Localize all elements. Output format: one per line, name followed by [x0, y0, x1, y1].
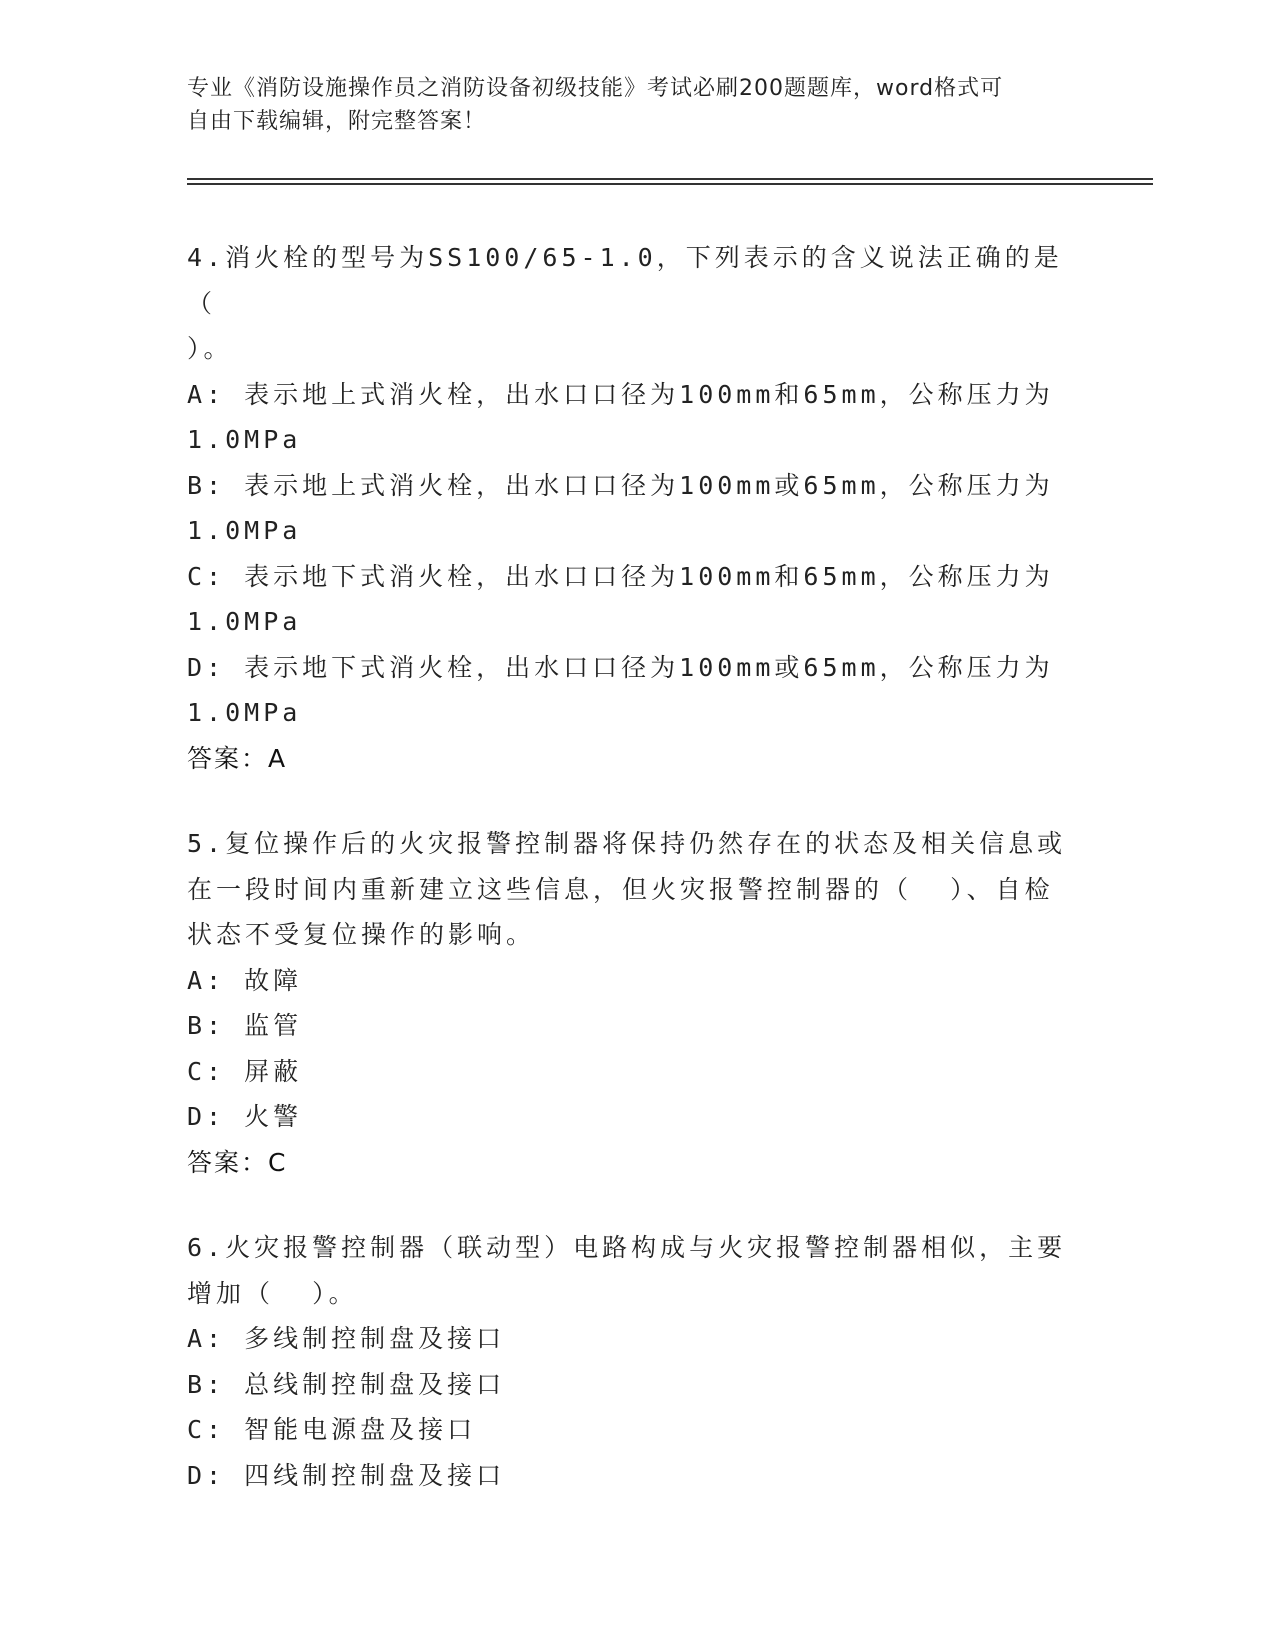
- option-a: A: 表示地上式消火栓，出水口口径为100mm和65mm，公称压力为: [187, 379, 1054, 409]
- option-a: A: 故障: [187, 965, 303, 995]
- option-b: B: 表示地上式消火栓，出水口口径为100mm或65mm，公称压力为: [187, 470, 1054, 500]
- question-stem-line: 增加（ ）。: [187, 1278, 358, 1308]
- question-stem-line: 5.复位操作后的火灾报警控制器将保持仍然存在的状态及相关信息或: [187, 829, 1067, 858]
- option-d-continuation: 1.0MPa: [187, 698, 302, 727]
- option-c-continuation: 1.0MPa: [187, 607, 302, 636]
- question-stem-line: 6.火灾报警控制器（联动型）电路构成与火灾报警控制器相似，主要: [187, 1233, 1067, 1262]
- question-stem-line: 状态不受复位操作的影响。: [187, 920, 536, 949]
- answer-label: 答案：C: [187, 1147, 288, 1177]
- question-stem-line: 4.消火栓的型号为SS100/65-1.0，下列表示的含义说法正确的是（: [187, 243, 1063, 318]
- question-list: [187, 235, 1067, 1538]
- option-a: A: 多线制控制盘及接口: [187, 1324, 506, 1353]
- option-b: B: 监管: [187, 1011, 303, 1040]
- question-stem-line: ）。: [187, 334, 233, 363]
- question-6: [187, 1225, 1067, 1498]
- option-c: C: 智能电源盘及接口: [187, 1415, 477, 1444]
- header-divider-bottom: [187, 183, 1153, 185]
- option-d: D: 表示地下式消火栓，出水口口径为100mm或65mm，公称压力为: [187, 652, 1054, 682]
- option-c: C: 表示地下式消火栓，出水口口径为100mm和65mm，公称压力为: [187, 561, 1054, 591]
- question-stem-line: 在一段时间内重新建立这些信息，但火灾报警控制器的（ ）、自检: [187, 874, 1054, 904]
- option-d: D: 火警: [187, 1102, 303, 1131]
- option-b: B: 总线制控制盘及接口: [187, 1369, 506, 1399]
- header-title-line-1: 专业《消防设施操作员之消防设备初级技能》考试必刷200题题库，word格式可: [187, 76, 1004, 101]
- option-c: C: 屏蔽: [187, 1056, 303, 1086]
- option-d: D: 四线制控制盘及接口: [187, 1460, 506, 1490]
- option-b-continuation: 1.0MPa: [187, 516, 302, 545]
- question-5: [187, 821, 1067, 1185]
- header-divider-top: [187, 178, 1153, 180]
- document-header: [187, 72, 1067, 138]
- header-title-line-2: 自由下载编辑，附完整答案！: [187, 109, 487, 134]
- answer-label: 答案：A: [187, 743, 288, 773]
- question-4: [187, 235, 1067, 781]
- option-a-continuation: 1.0MPa: [187, 425, 302, 454]
